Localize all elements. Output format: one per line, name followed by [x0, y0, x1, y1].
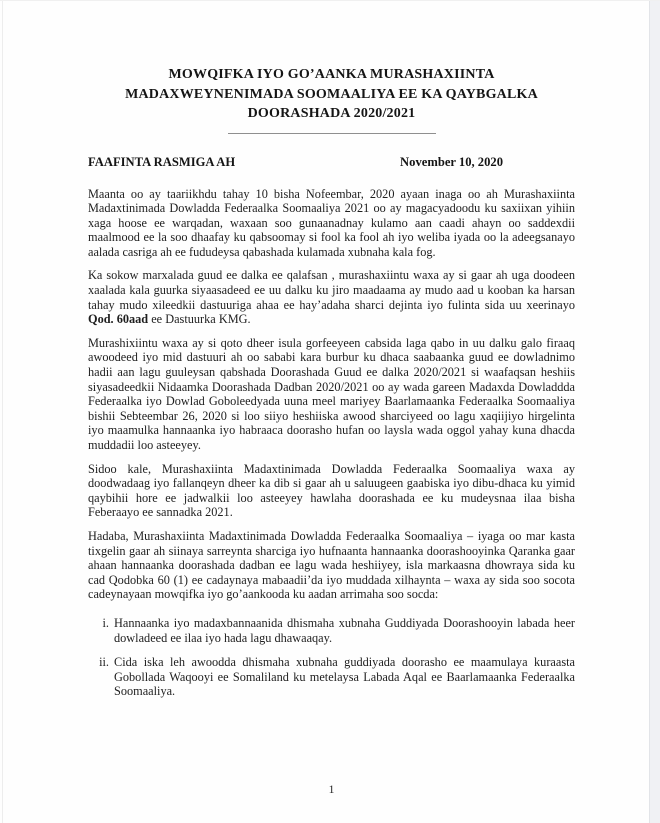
paragraph-2-bold-ref: Qod. 60aad: [88, 312, 149, 327]
paragraph-2: [88, 268, 575, 326]
scan-background-strip: [649, 1, 660, 823]
paragraph-2-tail: ee Dastuurka KMG.: [148, 312, 251, 327]
document-date: November 10, 2020: [400, 154, 503, 169]
paragraph-4: Sidoo kale, Murashaxiinta Madaxtinimada Dowladda Federaalka Soomaaliya waxa ay doodwadaag iyo fallanqeyn dheer ka dib si gaar ah u saluugeen gaabiska iyo dibu-dhaca ku yimid qaybihii hore ee jadwalkii loo asteeyey hawlaha doorashada ee ku mudeysnaa ilaa bisha Feberaayo ee sannadka 2021.: [88, 461, 575, 520]
document-content: [88, 65, 575, 709]
paragraph-1: Maanta oo ay taariikhdu tahay 10 bisha Nofeembar, 2020 ayaan inaga oo ah Murashaxiinta Madaxtinimada Dowladda Federaalka Soomaaliya 2021 oo ay magacyadoodu ku saxiixan yihiin xaga hoose ee warqadan, waxaan soo gunaanadnay kulamo aan caadi ahayn oo saddexdii maalmood ee la soo dhaafay ku qabsoomay si fool ka fool ah iyo weliba iyada oo la adeegsanayo aalada casriga ah ee fududeysa qabashada kulamada xubnaha kala fog.: [88, 186, 575, 259]
paragraph-5: Hadaba, Murashaxiinta Madaxtinimada Dowladda Federaalka Soomaaliya – iyaga oo mar kasta tixgelin gaar ah siinaya sarreynta sharciga iyo hufnaanta hannaanka doorashooyinka Qaranka gaar ahaan hannaanka doorashada dadban ee lagu wada heshiiyey, isla markaasna dhowraya sida ku cad Qodobka 60 (1) ee cadaynaya mabaadii’da iyo muddada xilhaynta – waxa ay sida soo socota cadeynayaan mowqifka iyo go’aankooda ku aadan arrimaha soo socda:: [88, 528, 575, 602]
title-line-1: MOWQIFKA IYO GO’AANKA MURASHAXIINTA: [168, 67, 495, 82]
list-item-text: Hannaanka iyo madaxbannaanida dhismaha xubnaha Guddiyada Doorashooyin labada heer dowladeed ee ilaa iyo hada lagu dhawaaqay.: [114, 615, 575, 645]
list-item-text: Cida iska leh awoodda dhismaha xubnaha guddiyada doorasho ee maamulaya kuraasta Gobollada Waqooyi ee Somaliland ku metelaysa Labada Aqal ee Baarlamaanka Federaalka Soomaaliya.: [114, 655, 575, 699]
list-item-marker: ii.: [99, 655, 109, 670]
title-line-3: DOORASHADA 2020/2021: [247, 106, 416, 121]
document-body: [88, 187, 575, 602]
title-line-2: MADAXWEYNENIMADA SOOMAALIYA EE KA QAYBGALKA: [125, 86, 538, 102]
release-label: FAAFINTA RASMIGA AH: [88, 154, 236, 169]
decision-list: [88, 616, 575, 699]
page-left-edge: [2, 1, 3, 823]
list-item: [95, 655, 575, 699]
list-item: [95, 616, 575, 645]
paragraph-3: Murashixiintu waxa ay si qoto dheer isula gorfeeyeen cabsida laga qabo in uu dalku galo firaaq awoodeed iyo mid dastuuri ah oo sababi kara burbur ku dhaca saabaanka guud ee dowladnimo hadii aan lagu guuleysan qabshada Doorashada Guud ee dalka 2020/2021 si waafaqsan heshiis siyasadeedkii Nidaamka Doorashada Dadban 2020/2021 oo ay wada gareen Madaxda Dowladdda Federaalka iyo Dowlad Goboleedyada uuna meel mariyey Baarlamaanka Federaalka Soomaaliya bishii Sebteembar 26, 2020 si loo siiyo heshiiska awood sharciyeed oo lagu xaqiijiyo hirgelinta iyo maamulka hannaanka iyo habraaca doorasho hufan oo laysla wada oggol yahay kuna dhacda muddadii loo asteeyey.: [88, 335, 575, 452]
list-item-marker: i.: [102, 615, 109, 630]
paragraph-2-text: Ka sokow marxalada guud ee dalka ee qalafsan , murashaxiintu waxa ay si gaar ah uga doodeen xaalada kala guurka siyaasadeed ee uu dalku ku jiro maadaama ay mudo aad u kooban ka harsan tahay mudo xileedkii dastuuriga ahaa ee hay’adaha sharci dejinta iyo fulinta sida uu xeerinayo: [88, 268, 575, 312]
page-number: 1: [328, 782, 335, 796]
document-meta-row: [88, 155, 575, 170]
document-title: [88, 65, 575, 124]
title-divider-line: [228, 133, 436, 134]
